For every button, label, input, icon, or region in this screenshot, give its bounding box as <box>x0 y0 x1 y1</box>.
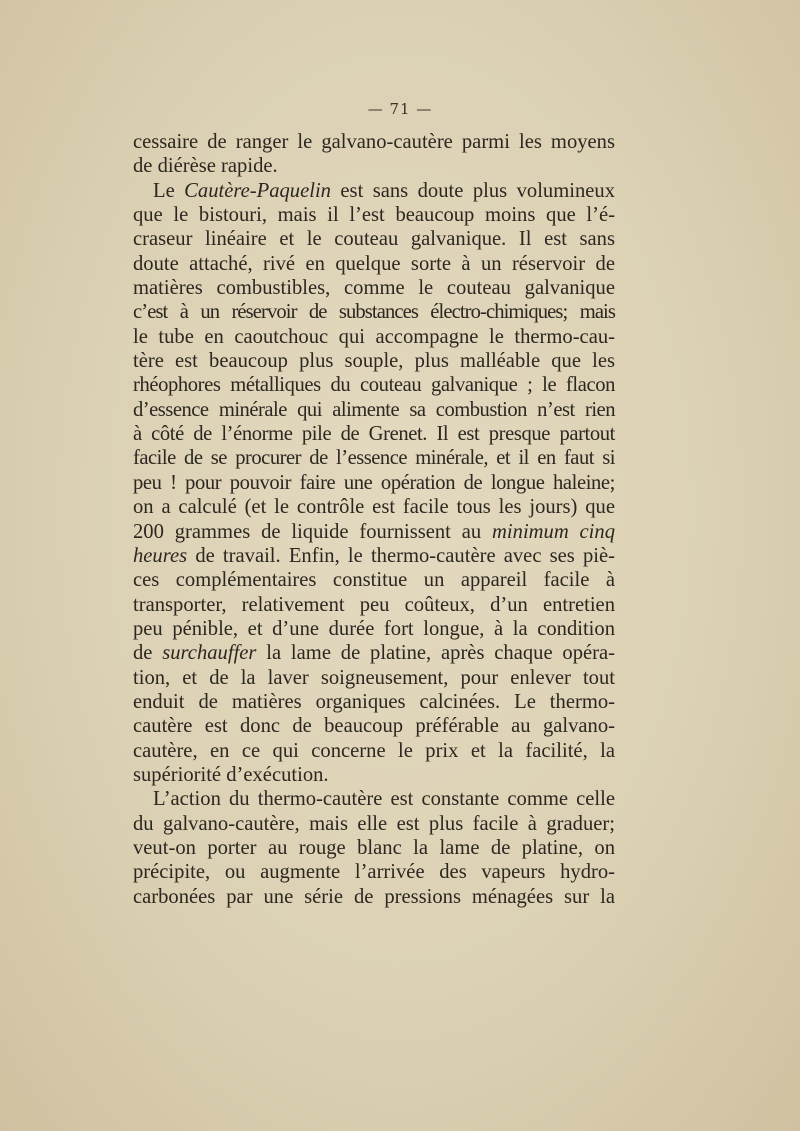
italic-term: surchauffer <box>162 642 257 665</box>
italic-term: Cautère-Paquelin <box>184 179 331 202</box>
text-line: enduit de matières organiques calcinées. Le thermo- <box>133 690 615 713</box>
text-line: ces complémentaires constitue un appareil facile à <box>133 569 615 592</box>
text-line: cessaire de ranger le galvano-cautère parmi les moyens <box>133 131 615 153</box>
text-line: heures de travail. Enfin, le thermo-cautère avec ses piè- <box>133 544 615 567</box>
text-line: rhéophores métalliques du couteau galvanique ; le flacon <box>133 374 615 397</box>
text-line: doute attaché, rivé en quelque sorte à un réservoir de <box>133 252 615 275</box>
text-line: peu ! pour pouvoir faire une opération de longue haleine; <box>133 471 615 494</box>
text-line: carbonées par une série de pressions ménagées sur la <box>133 885 615 908</box>
text-line: de surchauffer la lame de platine, après chaque opéra- <box>133 642 615 665</box>
text-line: le tube en caoutchouc qui accompagne le thermo-cau- <box>133 325 615 348</box>
text-line: à côté de l’énorme pile de Grenet. Il est presque partout <box>133 423 615 446</box>
text-line: transporter, relativement peu coûteux, d’un entretien <box>133 593 615 616</box>
text-line: d’essence minérale qui alimente sa combustion n’est rien <box>133 398 615 421</box>
body-text <box>133 130 615 909</box>
text-line: précipite, ou augmente l’arrivée des vapeurs hydro- <box>133 861 615 884</box>
text-line: cautère, en ce qui concerne le prix et la facilité, la <box>133 739 615 762</box>
text-line: craseur linéaire et le couteau galvanique. Il est sans <box>133 228 615 251</box>
page-number: — 71 — <box>367 100 433 118</box>
text-line: 200 grammes de liquide fournissent au minimum cinq <box>133 520 616 543</box>
text-line: supériorité d’exécution. <box>133 763 329 786</box>
text-line: c’est à un réservoir de substances électro-chimiques; mais <box>133 301 615 324</box>
text-line: facile de se procurer de l’essence minérale, et il en faut si <box>133 447 615 470</box>
text-line: cautère est donc de beaucoup préférable au galvano- <box>133 715 615 738</box>
italic-term: heures <box>133 544 188 567</box>
text-line: que le bistouri, mais il l’est beaucoup moins que l’é- <box>133 204 615 227</box>
text-line: on a calculé (et le contrôle est facile tous les jours) que <box>133 496 615 519</box>
text-line: tère est beaucoup plus souple, plus malléable que les <box>133 350 615 373</box>
text-line: matières combustibles, comme le couteau galvanique <box>133 277 615 300</box>
text-line: tion, et de la laver soigneusement, pour enlever tout <box>133 666 615 689</box>
text-line: veut-on porter au rouge blanc la lame de platine, on <box>133 836 615 859</box>
text-line: L’action du thermo-cautère est constante comme celle <box>153 788 615 811</box>
italic-term: minimum cinq <box>492 520 616 543</box>
text-line: peu pénible, et d’une durée fort longue, à la condition <box>133 617 615 640</box>
text-line: Le Cautère-Paquelin est sans doute plus volumineux <box>153 179 615 202</box>
text-line: du galvano-cautère, mais elle est plus facile à graduer; <box>133 812 615 835</box>
text-line: de diérèse rapide. <box>133 155 278 178</box>
